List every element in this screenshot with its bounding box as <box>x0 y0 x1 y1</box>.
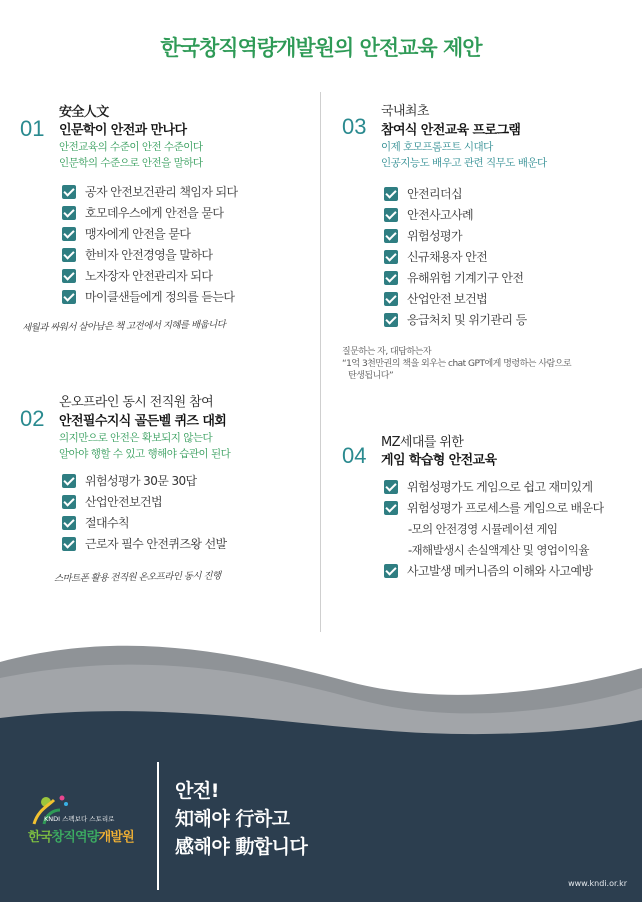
handwritten-note: 세월과 싸워서 살아남은 책 고전에서 지혜를 배웁니다 <box>21 319 226 334</box>
section-heading-bold: 게임 학습형 안전교육 <box>381 453 497 468</box>
checklist <box>384 476 604 518</box>
section-heading-bold: 참여식 안전교육 프로그램 <box>381 123 521 138</box>
checkbox-icon <box>384 250 398 264</box>
quote-text: 질문하는 자, 대답하는자 “1억 3천만권의 책을 외우는 chat GPT에게 명령하는 사람으로 탄생됩니다” <box>342 347 572 381</box>
checkbox-icon <box>62 269 76 283</box>
sub-list-item: -모의 안전경영 시뮬레이션 게임 <box>408 521 558 536</box>
checklist <box>384 560 593 581</box>
section-number: 03 <box>342 114 367 139</box>
list-item: 위험성평가도 게임으로 쉽고 재미있게 <box>384 476 604 497</box>
checklist <box>62 181 238 307</box>
list-item: 절대수칙 <box>62 512 227 533</box>
list-item: 안전사고사례 <box>384 204 527 225</box>
list-item: 위험성평가 30문 30답 <box>62 470 227 491</box>
footer-divider <box>157 762 159 890</box>
checkbox-icon <box>384 229 398 243</box>
column-divider <box>320 92 321 632</box>
section-heading-bold: 인문학이 안전과 만나다 <box>59 123 187 138</box>
section-number: 02 <box>20 406 45 431</box>
sub-list-item: -재해발생시 손실액계산 및 영업이익율 <box>408 542 589 557</box>
logo-name: 한국창직역량개발원 <box>28 830 134 845</box>
checkbox-icon <box>384 208 398 222</box>
section-subtitle: 의지만으로 안전은 확보되지 않는다 알아야 행할 수 있고 행해야 습관이 된다 <box>59 432 231 460</box>
list-item: 한비자 안전경영을 말하다 <box>62 244 238 265</box>
checkbox-icon <box>384 271 398 285</box>
website-url: www.kndi.or.kr <box>568 879 627 888</box>
section-heading-bold: 안전필수지식 골든벨 퀴즈 대회 <box>59 414 227 429</box>
list-item: 산업안전보건법 <box>62 491 227 512</box>
checklist <box>384 183 527 330</box>
list-item: 응급처치 및 위기관리 등 <box>384 309 527 330</box>
section-heading: MZ세대를 위한 <box>381 435 464 450</box>
section-subtitle: 이제 호모프롬프트 시대다 인공지능도 배우고 관련 직무도 배운다 <box>381 141 547 169</box>
page-title: 한국창직역량개발원의 안전교육 제안 <box>160 36 482 60</box>
list-item: 산업안전 보건법 <box>384 288 527 309</box>
section-number: 04 <box>342 443 367 468</box>
list-item: 위험성평가 프로세스를 게임으로 배운다 <box>384 497 604 518</box>
logo-tagline: KNDI 스펙보다 스토리로 <box>44 815 115 823</box>
checkbox-icon <box>62 516 76 530</box>
checkbox-icon <box>62 474 76 488</box>
checkbox-icon <box>384 187 398 201</box>
checkbox-icon <box>62 495 76 509</box>
section-subtitle: 안전교육의 수준이 안전 수준이다 인문학의 수준으로 안전을 말하다 <box>59 141 203 169</box>
section-heading: 국내최초 <box>381 104 429 119</box>
section-number: 01 <box>20 116 45 141</box>
checkbox-icon <box>384 480 398 494</box>
checkbox-icon <box>384 501 398 515</box>
footer-wave <box>0 630 642 902</box>
list-item: 신규채용자 안전 <box>384 246 527 267</box>
list-item: 노자장자 안전관리자 되다 <box>62 265 238 286</box>
section-heading: 온오프라인 동시 전직원 참여 <box>59 395 214 410</box>
handwritten-note: 스마트폰 활용 전직원 온오프라인 동시 진행 <box>53 570 221 585</box>
list-item: 마이클샌들에게 정의를 듣는다 <box>62 286 238 307</box>
sub-list <box>408 518 589 560</box>
checkbox-icon <box>384 564 398 578</box>
checklist <box>62 470 227 554</box>
list-item: 근로자 필수 안전퀴즈왕 선발 <box>62 533 227 554</box>
checkbox-icon <box>62 290 76 304</box>
list-item: 안전리더십 <box>384 183 527 204</box>
checkbox-icon <box>62 227 76 241</box>
checkbox-icon <box>62 185 76 199</box>
list-item: 위험성평가 <box>384 225 527 246</box>
list-item: 공자 안전보건관리 책임자 되다 <box>62 181 238 202</box>
checkbox-icon <box>384 292 398 306</box>
list-item: 호모데우스에게 안전을 묻다 <box>62 202 238 223</box>
section-heading: 安全人文 <box>59 105 109 120</box>
checkbox-icon <box>384 313 398 327</box>
list-item: 유해위험 기계기구 안전 <box>384 267 527 288</box>
list-item: 사고발생 메커니즘의 이해와 사고예방 <box>384 560 593 581</box>
list-item: 맹자에게 안전을 묻다 <box>62 223 238 244</box>
checkbox-icon <box>62 537 76 551</box>
checkbox-icon <box>62 248 76 262</box>
slogan: 안전! 知해야 行하고 感해야 動합니다 <box>175 780 308 858</box>
checkbox-icon <box>62 206 76 220</box>
